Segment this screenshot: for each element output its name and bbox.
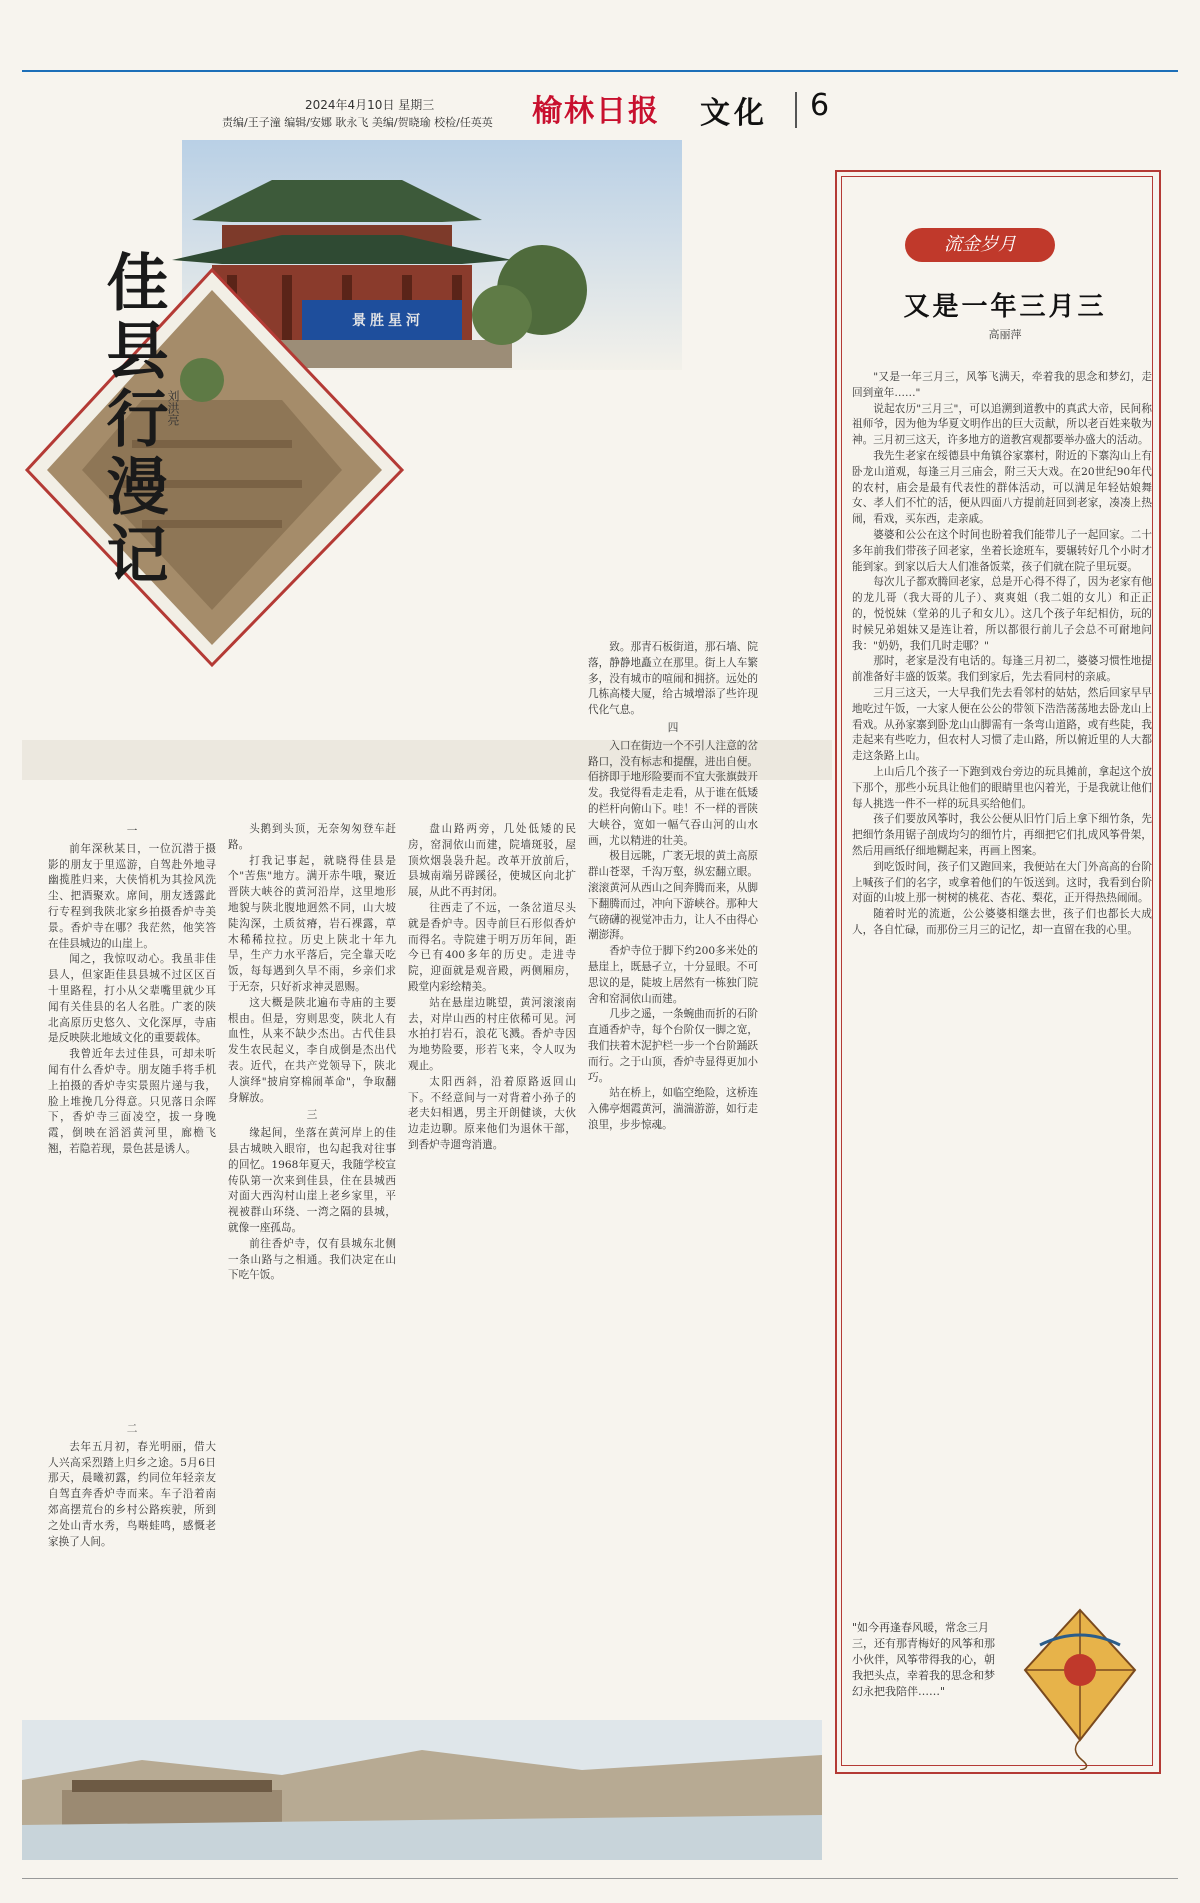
issue-date: 2024年4月10日 星期三: [305, 98, 435, 112]
footer-rule: [22, 1878, 1178, 1879]
header-rule-top: [22, 70, 1178, 72]
header-divider: [795, 92, 797, 128]
article-body-col4: 盘山路两旁，几处低矮的民房，窑洞依山而建，院墙斑驳，屋顶炊烟袅袅升起。改革开放前后，县城南端另辟蹊径，使城区向北扩展，从此不再封闭。 往西走了不远，一条岔道尽头就是香炉寺。因寺前巨石形似香炉而得名。寺院建于明万历年间，距今已有400多年的历史。走进寺院，迎面就是观音殿，两侧厢房，殿堂内彩绘精美。 站在悬崖边眺望，黄河滚滚南去，对岸山西的村庄依稀可见。河水拍打岩石，浪花飞溅。香炉寺因为地势险要，形若飞来，令人叹为观止。 太阳西斜，沿着原路返回山下。不经意间与一对背着小孙子的老夫妇相遇，男主开朗健谈，大伙边走边聊。原来他们为退休干部，到香炉寺遛弯消遣。: [408, 823, 576, 1151]
article-author-right: 高丽萍: [988, 328, 1022, 341]
article-body-col5: 致。那青石板街道，那石墙、院落，静静地矗立在那里。街上人车繁多，没有城市的喧闹和拥挤。远处的几栋高楼大厦，给古城增添了些许现代化气息。 四 入口在街边一个不引人注意的岔路口，没有标志和提醒，进出自便。佰挤即于地形险要而不宜大张旗鼓开发。我觉得看走走看，从于谁在低矮的栏杆向俯山下。哇！不一样的晋陕大峡谷，宽如一幅气吞山河的山水画，尤以精进的壮美。 极目远眺，广袤无垠的黄土高原群山苍翠，千沟万壑，纵宏翻立眼。滚滚黄河从西山之间奔腾而来，从脚下翻腾而过，冲向下游峡谷。那种大气磅礴的视觉冲击力，让人不由得心潮澎湃。 香炉寺位于脚下约200多米处的悬崖上，既悬孑立，十分显眼。不可思议的是，陡坡上居然有一栋独门院舍和窑洞依山而建。 几步之遥，一条蜿曲而折的石阶直通香炉寺，每个台阶仅一脚之宽，我们扶着木泥护栏一步一个台阶踊跃而行。之于山顶，香炉寺显得更加小巧。 站在桥上，如临空绝险，这桥连入佛亭烟霞黄河，湍湍游游，如行走浪里，步步惊魂。: [588, 641, 758, 1131]
article-body-col1: 一 前年深秋某日，一位沉潜于摄影的朋友于里巡游，自驾赴外地寻幽揽胜归来，大侠悄机为其捡风洗尘、把酒聚欢。席间，朋友透露此行专程到我陕北家乡拍摄香炉寺美景。香炉寺在哪？我茫然，他笑答在佳县城边的山崖上。 闻之，我惊叹动心。我虽非佳县人，但家距佳县县城不过区区百十里路程，打小从父辈嘴里就少耳闻有关佳县的名人名胜。广袤的陕北高原历史悠久、文化深厚，寺庙是反映陕北地域文化的重要载体。 我曾近年去过佳县，可却未听闻有什么香炉寺。朋友随手将手机上拍摄的香炉寺实景照片递与我，脸上堆挽几分得意。只见落日余晖下，香炉寺三面凌空，拔一身晚霞，倒映在滔滔黄河里，廊檐飞翘，若隐若现，景色甚是诱人。: [48, 825, 216, 1155]
article-title-left: 佳县行漫记: [96, 250, 169, 590]
scenic-sign: 景胜星河: [352, 313, 424, 329]
editor-credits: 责编/王子潼 编辑/安娜 耿永飞 美编/贺晓瑜 校检/任英英: [222, 116, 493, 129]
closing-poem: "如今再逢春风暖，常念三月三，还有那青梅好的风筝和那小伙伴，风筝带得我的心，朝我把头点，幸着我的思念和梦幻永把我陪伴……": [852, 1621, 995, 1698]
page-number: 6: [810, 88, 830, 123]
article-title-right: 又是一年三月三: [903, 292, 1107, 322]
masthead-logo: 榆林日报: [532, 94, 660, 129]
bottom-landscape-photo: [22, 1720, 822, 1860]
article-body-col3: 头鹅到头顶，无奈匆匆登车赶路。 打我记事起，就晓得佳县是个"苦焦"地方。满开赤牛哦，聚近晋陕大峡谷的黄河沿岸，这里地形地貌与陕北腹地迥然不同，山大坡陡沟深，土质贫瘠，岩石裸露，草木稀稀拉拉。历史上陕北十年九旱，生产力水平落后，完全靠天吃饭，每每遇到久旱不雨，乡亲们求于无奈，只好祈求神灵恩赐。 这大概是陕北遍布寺庙的主要根由。但是，穷则思变，陕北人有血性，从来不缺少杰出。古代佳县发生农民起义，李自成倒是杰出代表。近代，在共产党领导下，陕北人演绎"披肩穿棉闹革命"，争取翻身解放。 三 缘起间，坐落在黄河岸上的佳县古城映入眼帘，也勾起我对往事的回忆。1968年夏天，我随学校宣传队第一次来到佳县，住在县城西对面大西沟村山崖上老乡家里，平视被群山环绕、一湾之隔的县城，就像一座孤岛。 前往香炉寺，仅有县城东北侧一条山路与之相通。我们决定在山下吃午饭。: [228, 823, 396, 1282]
right-article-body: "又是一年三月三，风筝飞满天，牵着我的思念和梦幻，走回到童年……" 说起农历"三月三"，可以追溯到道教中的真武大帝，民间称祖师爷，因为他为华夏文明作出的巨大贡献，所以老百姓来敬为神。三月初三这天，许多地方的道教宫观都要举办盛大的活动。 我先生老家在绥德县中角镇谷家寨村，附近的下寨沟山上有卧龙山道观，每逢三月三庙会，附三天大戏。在20世纪90年代的农村，庙会是最有代表性的群体活动，可以满足年轻姑娘舞女、孝人们不忙的活，便从四面八方提前赶回到老家，凑凑上热闹，看戏，买东西，走亲戚。 婆婆和公公在这个时间也盼着我们能带儿子一起回家。二十多年前我们带孩子回老家，坐着长途班车，要辗转好几个小时才能到家。到家以后大人们准备饭菜，孩子们就在院子里玩耍。 每次儿子都欢腾回老家，总是开心得不得了，因为老家有他的龙儿哥（我大哥的儿子）、爽爽姐（我二姐的女儿）和正正的，悦悦妹（堂弟的儿子和女儿）。这几个孩子年纪相仿，玩的时候兄弟姐妹又是连让着，所以都很行前儿子会总不可耐地问我："奶奶，我们几时走哪？" 那时，老家是没有电话的。每逢三月初二，婆婆习惯性地提前准备好丰盛的饭菜。我们到家后，先去看同村的亲戚。 三月三这天，一大早我们先去看邻村的姑姑，然后回家早早地吃过午饭，一大家人便在公公的带领下浩浩荡荡地去卧龙山上看戏。从孙家寨到卧龙山山脚需有一条弯山道路，或有些陡，我走起来有些吃力，但农村人习惯了走山路，所以俯近里的人大都走这条路上山。 上山后几个孩子一下跑到戏台旁边的玩具摊前，拿起这个放下那个，那些小玩具让他们的眼睛里也闪着光，于是我就让他们每人挑选一件不一样的玩具买给他们。 孩子们要放风筝时，我公公便从旧竹门后上拿下细竹条，先把细竹条用锯子剖成均匀的细竹片，再细把它们扎成风筝骨架，然后用画纸仔细地糊起来，再画上图案。 到吃饭时间，孩子们又跑回来，我便站在大门外高高的台阶上喊孩子们的名字，或拿着他们的午饭送到。这时，我看到台阶对面的山坡上那一树树的桃花、杏花、梨花，正开得热热闹闹。 随着时光的流逝，公公婆婆相继去世，孩子们也都长大成人，各自忙碌，而那份三月三的记忆，却一直留在我的心里。: [852, 371, 1152, 936]
section-title: 文化: [700, 96, 768, 131]
kite-illustration: [1010, 1600, 1150, 1770]
article-author-left: 刘洪亮: [166, 390, 180, 426]
article-body-col2: 二 去年五月初，春光明丽，借大人兴高采烈踏上归乡之途。5月6日那天，晨曦初露，约同位年轻亲友自驾直奔香炉寺而来。车子沿着南郊高摆荒台的乡村公路疾驶，所到之处山青水秀，鸟啭蛙鸣，感慨老家换了人间。: [48, 1423, 216, 1548]
column-tag: 流金岁月: [905, 228, 1055, 262]
